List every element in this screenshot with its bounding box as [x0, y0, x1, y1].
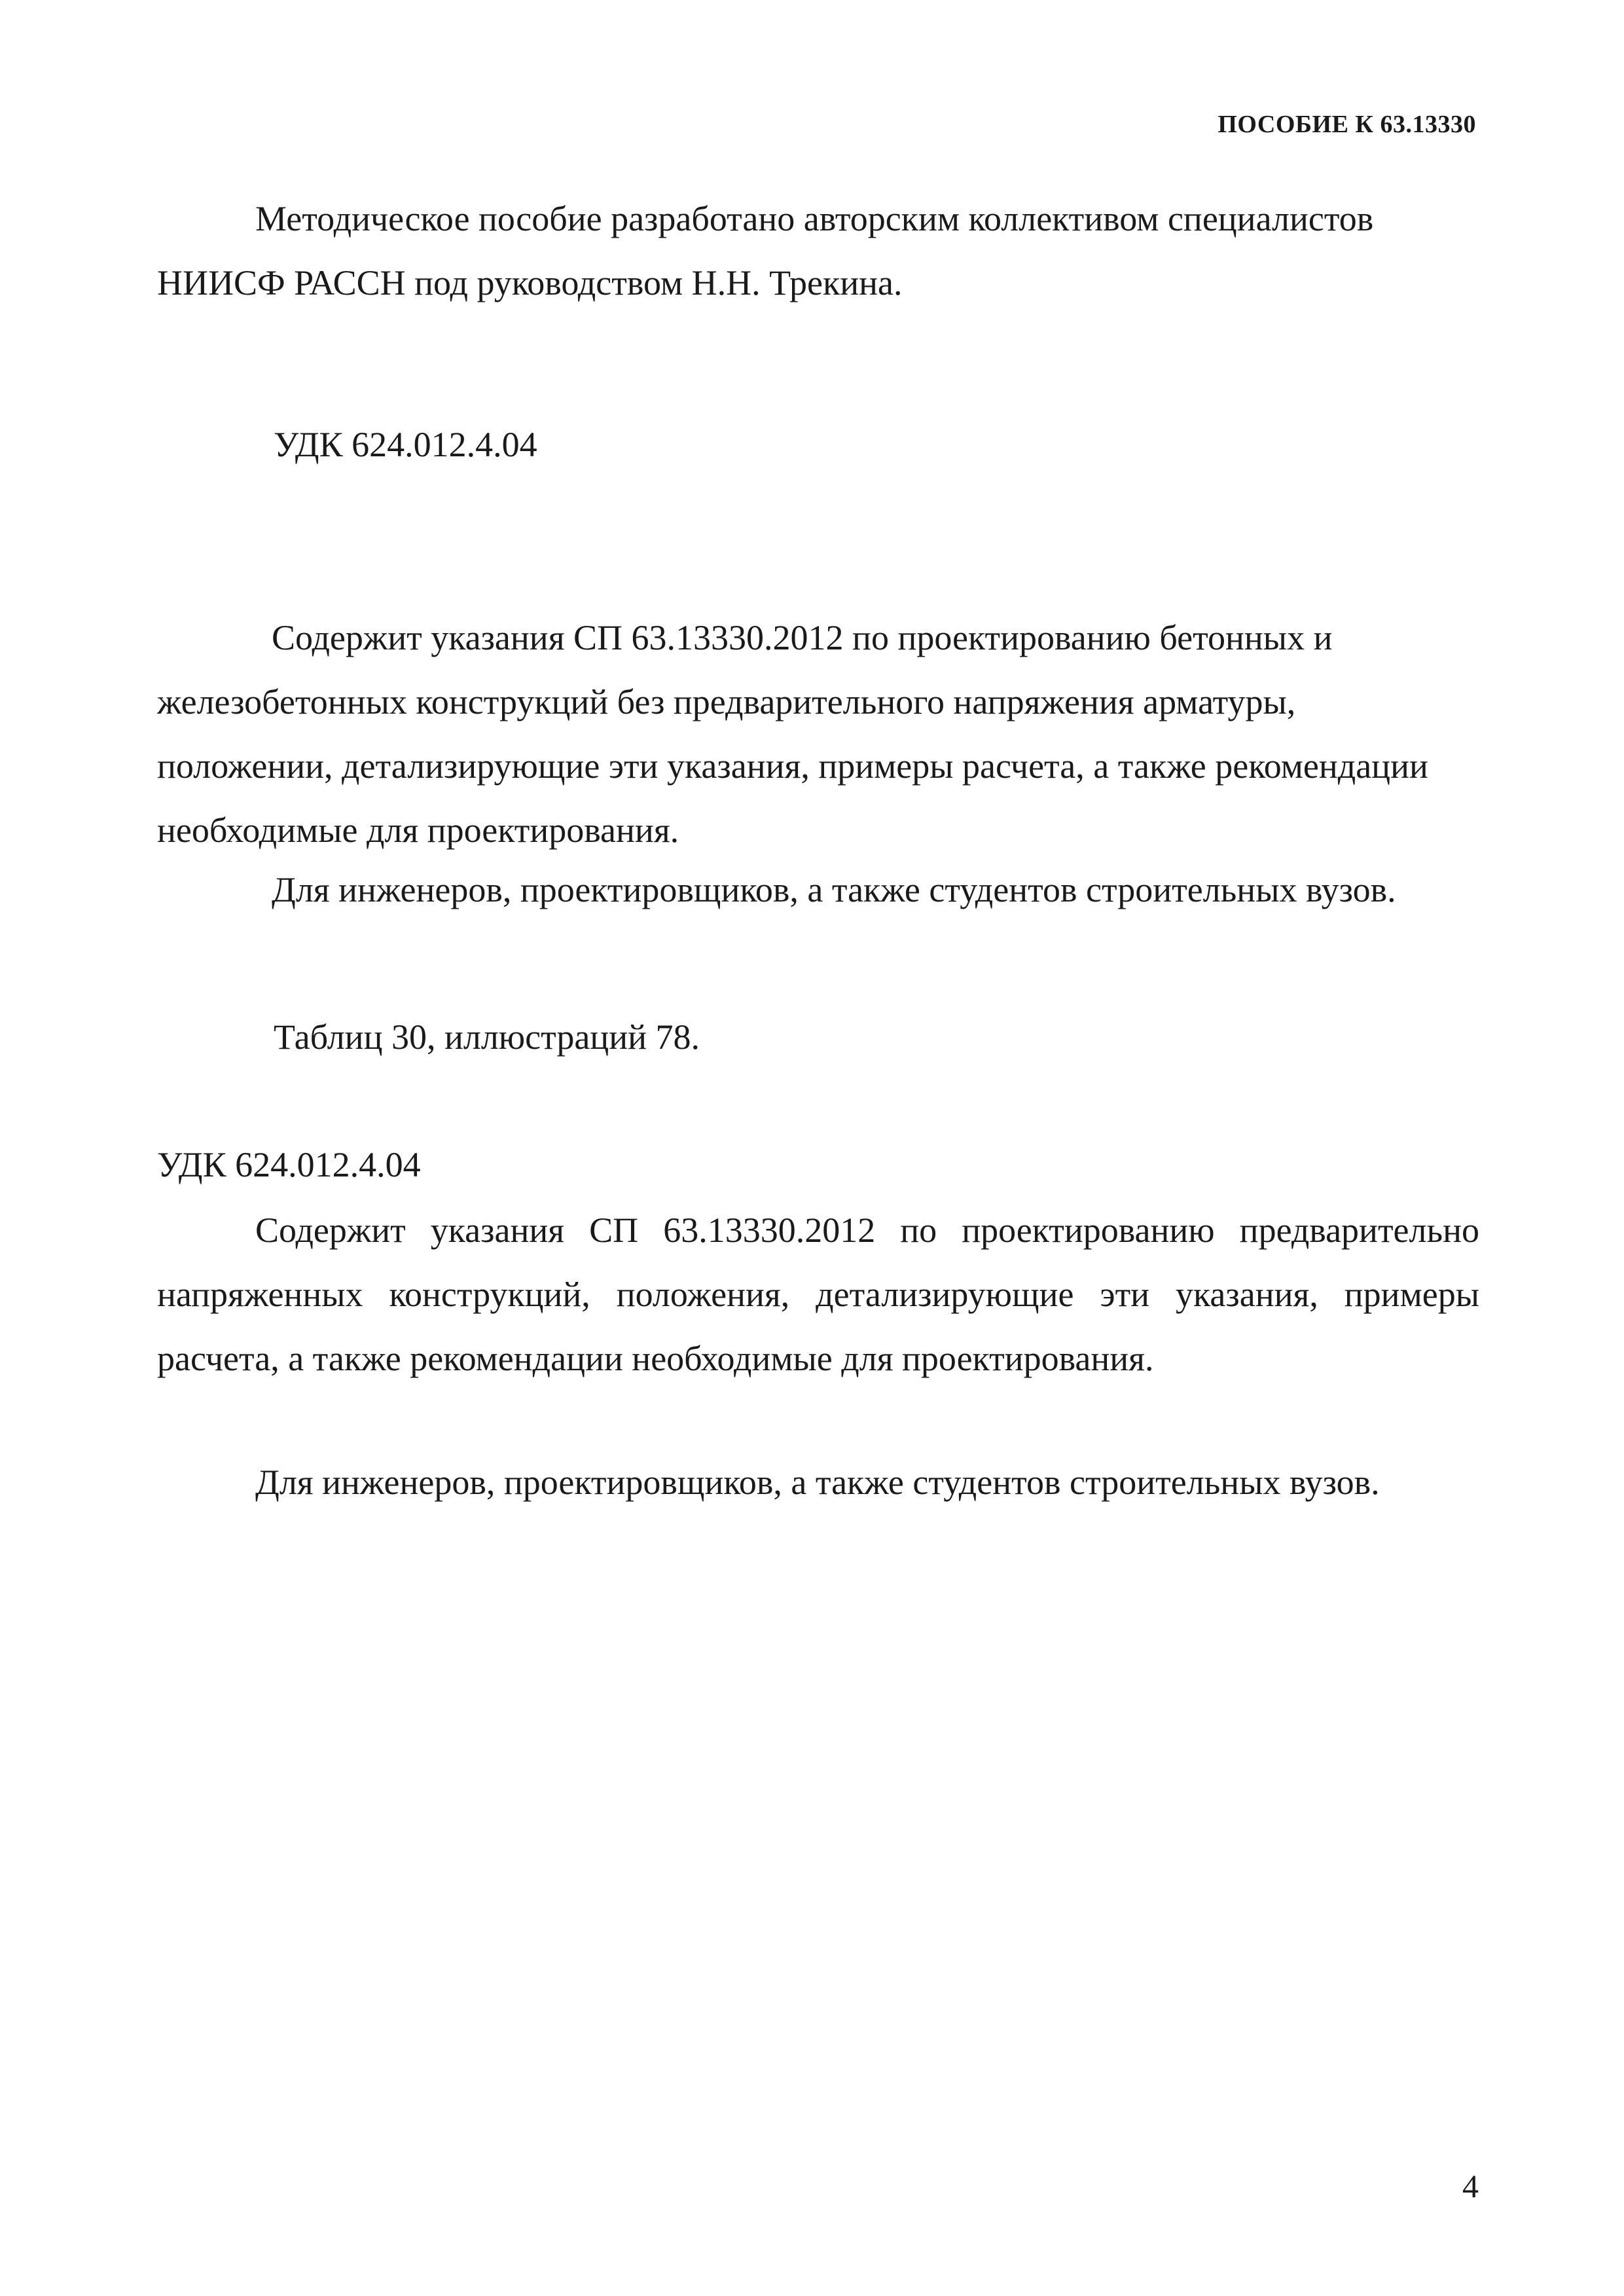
audience-paragraph-1	[157, 858, 1479, 922]
authors-text: Методическое пособие разработано авторским коллективом специалистов НИИСФ РАССН под руководством Н.Н. Трекина.	[157, 199, 1374, 302]
udk-line-1	[274, 412, 1596, 477]
udk-text-2: УДК 624.012.4.04	[157, 1145, 421, 1184]
description-paragraph-1	[157, 606, 1479, 862]
audience-paragraph-2	[157, 1450, 1479, 1514]
description-text-2: Содержит указания СП 63.13330.2012 по проектированию предварительно напряженных конструкций, положения, детализирующие эти указания, примеры расчета, а также рекомендации необходимые для проектирования.	[157, 1211, 1479, 1378]
authors-paragraph	[157, 187, 1479, 315]
tables-info-line	[274, 1005, 1596, 1069]
udk-text-1: УДК 624.012.4.04	[274, 425, 537, 464]
audience-text-1: Для инженеров, проектировщиков, а также студентов строительных вузов.	[272, 870, 1396, 909]
audience-text-2: Для инженеров, проектировщиков, а также студентов строительных вузов.	[255, 1463, 1380, 1502]
page-number: 4	[1462, 2168, 1479, 2204]
tables-info-text: Таблиц 30, иллюстраций 78.	[274, 1017, 700, 1057]
page-header: ПОСОБИЕ К 63.13330	[1218, 111, 1476, 138]
description-paragraph-2	[157, 1198, 1479, 1391]
udk-line-2	[157, 1133, 1479, 1197]
description-text-1: Содержит указания СП 63.13330.2012 по проектированию бетонных и железобетонных конструкций без предварительного напряжения арматуры, положении, детализирующие эти указания, примеры расчета, а также рекомендации необходимые для проектирования.	[157, 618, 1428, 850]
